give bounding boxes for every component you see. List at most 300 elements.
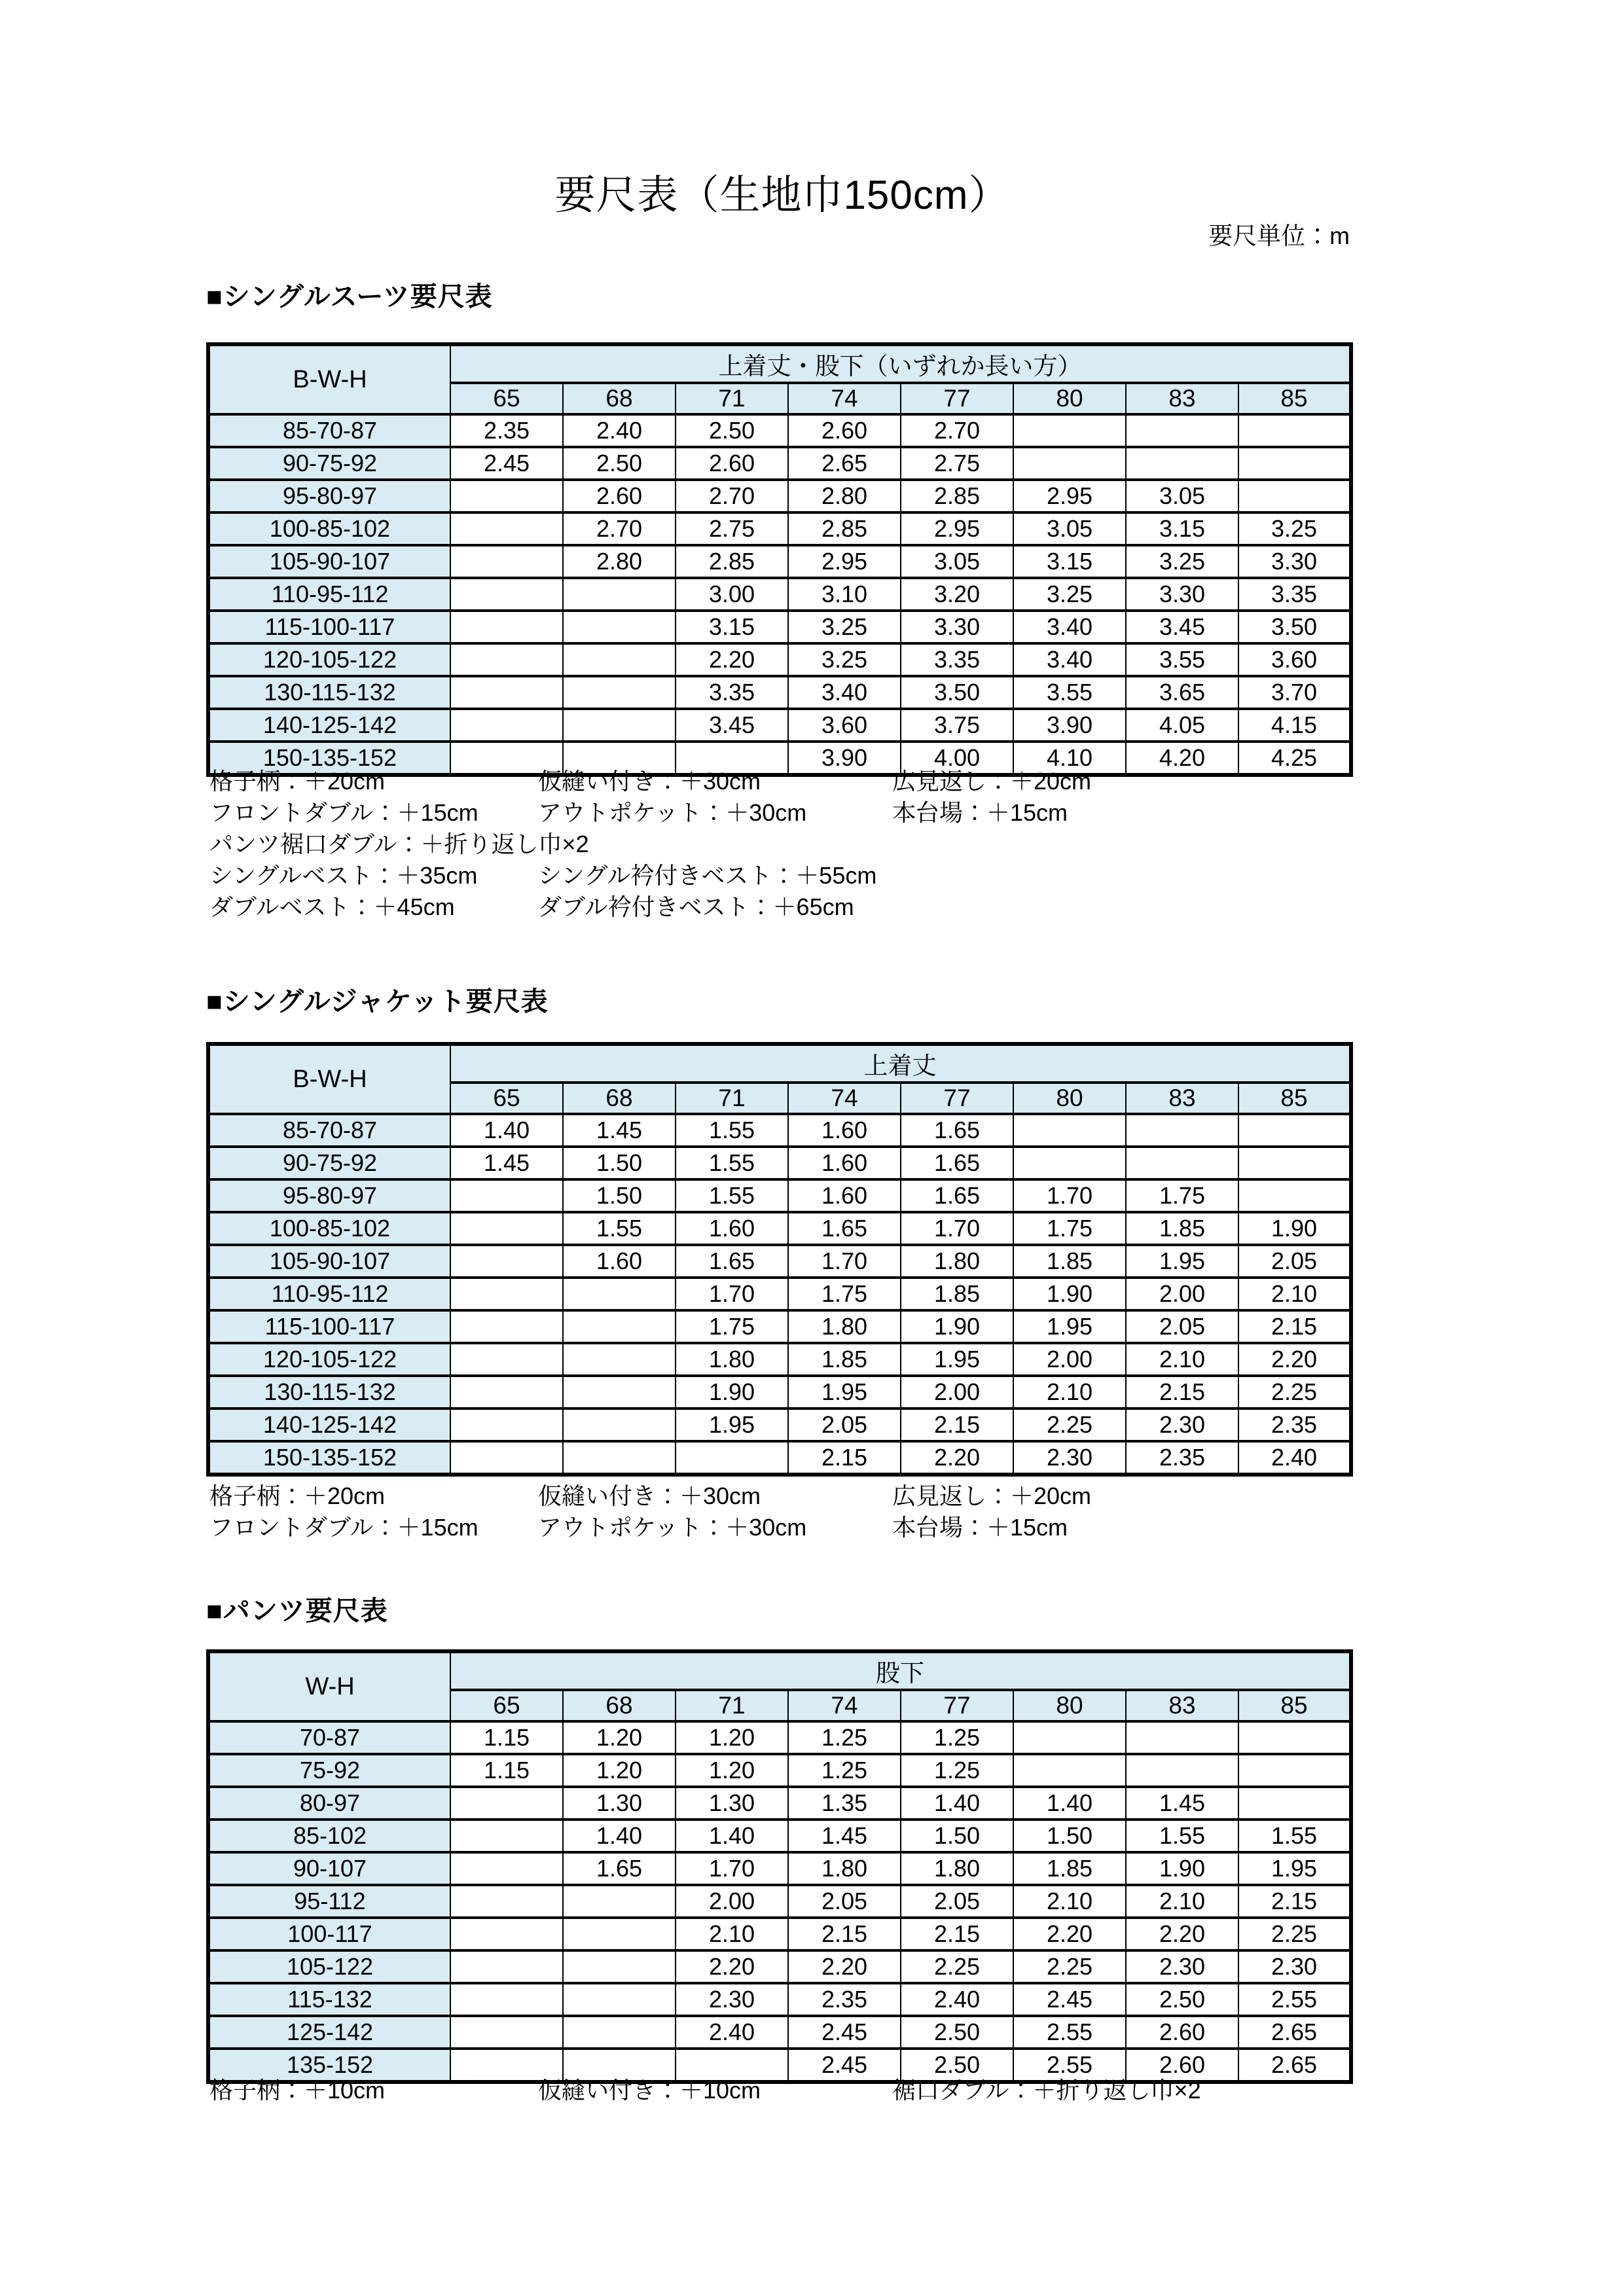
table-cell: 2.10 (1013, 1885, 1126, 1918)
table-cell (450, 1343, 563, 1376)
table-cell (1126, 1114, 1238, 1147)
table-cell: 3.25 (1013, 578, 1126, 611)
table-row-label: 140-125-142 (208, 709, 450, 742)
table-cell: 1.90 (1238, 1212, 1351, 1245)
table-row (208, 709, 1351, 742)
table-cell: 2.80 (788, 480, 901, 512)
table-cell (1238, 1787, 1351, 1820)
table-cell: 2.10 (1126, 1343, 1238, 1376)
table-cell (1126, 1754, 1238, 1787)
table-cell: 1.25 (901, 1721, 1013, 1754)
table-cell (563, 1950, 676, 1983)
table-cell (450, 512, 563, 545)
table-cell (563, 1885, 676, 1918)
table-cell: 2.50 (901, 2016, 1013, 2049)
table-cell: 2.25 (901, 1950, 1013, 1983)
table-row-label: 95-80-97 (208, 1179, 450, 1212)
table-cell: 3.55 (1013, 676, 1126, 709)
table-cell (563, 2016, 676, 2049)
table-cell: 2.65 (788, 447, 901, 480)
table-cell: 2.05 (1126, 1310, 1238, 1343)
table-row-label: 140-125-142 (208, 1408, 450, 1441)
table-col-header: 83 (1126, 1083, 1238, 1114)
section-heading: ■パンツ要尺表 (206, 1596, 388, 1626)
table-cell: 2.15 (1126, 1376, 1238, 1408)
table-row (208, 414, 1351, 447)
table-cell (1013, 1147, 1126, 1179)
table-cell (1126, 1147, 1238, 1179)
table-col-header: 71 (676, 383, 788, 414)
table-cell: 3.15 (676, 611, 788, 643)
table-cell: 1.70 (676, 1278, 788, 1310)
table-cell (563, 578, 676, 611)
table-cell: 3.60 (788, 709, 901, 742)
table-row (208, 1950, 1351, 1983)
fabric-table (206, 1042, 1353, 1477)
table-cell: 1.70 (788, 1245, 901, 1278)
note-text: 広見返し：＋20cm (892, 1482, 1092, 1509)
table-row-label: 135-152 (208, 2049, 450, 2082)
table-cell: 1.55 (1238, 1820, 1351, 1852)
table-cell: 1.60 (788, 1147, 901, 1179)
table-cell: 3.35 (901, 643, 1013, 676)
table-row-label: 85-102 (208, 1820, 450, 1852)
table-col-header: 68 (563, 1083, 676, 1114)
table-cell: 3.45 (676, 709, 788, 742)
table-cell: 1.35 (788, 1787, 901, 1820)
table-row (208, 2016, 1351, 2049)
table-cell: 2.30 (1013, 1441, 1126, 1475)
table-row (208, 1721, 1351, 1754)
table-col-header: 85 (1238, 1690, 1351, 1721)
table-row-label: 90-75-92 (208, 447, 450, 480)
table-row (208, 1983, 1351, 2016)
table-col-header: 65 (450, 383, 563, 414)
table-cell: 2.20 (1013, 1918, 1126, 1950)
table-wrap (206, 1649, 1353, 2084)
note-line (209, 797, 1352, 829)
note-text: パンツ裾口ダブル：＋折り返し巾×2 (209, 831, 589, 857)
table-cell: 2.50 (676, 414, 788, 447)
table-cell: 2.50 (901, 2049, 1013, 2082)
table-cell (450, 1376, 563, 1408)
section-heading: ■シングルスーツ要尺表 (206, 281, 493, 312)
table-body (208, 1114, 1351, 1475)
table-cell: 3.25 (1126, 545, 1238, 578)
table-row (208, 1278, 1351, 1310)
table-cell: 2.60 (563, 480, 676, 512)
table-row-label: 85-70-87 (208, 1114, 450, 1147)
table-row (208, 1820, 1351, 1852)
table-row (208, 1787, 1351, 1820)
table-cell: 1.45 (788, 1820, 901, 1852)
table-cell (450, 1179, 563, 1212)
table-header (208, 344, 1351, 414)
table-cell: 1.70 (901, 1212, 1013, 1245)
table-cell: 2.45 (450, 447, 563, 480)
note-text: フロントダブル：＋15cm (209, 799, 478, 826)
table-cell: 2.35 (1126, 1441, 1238, 1475)
table-cell: 1.65 (901, 1179, 1013, 1212)
table-row-label: 150-135-152 (208, 742, 450, 775)
table-cell (1013, 1754, 1126, 1787)
table-cell: 1.30 (563, 1787, 676, 1820)
table-header (208, 1651, 1351, 1721)
table-row-label: 70-87 (208, 1721, 450, 1754)
table-cell: 2.15 (788, 1918, 901, 1950)
table-cell: 1.20 (676, 1754, 788, 1787)
table-cell: 2.05 (788, 1885, 901, 1918)
table-row-label: 125-142 (208, 2016, 450, 2049)
table-col-header: 77 (901, 1690, 1013, 1721)
table-cell: 3.10 (788, 578, 901, 611)
table-cell (1238, 1754, 1351, 1787)
table-col-header: 65 (450, 1083, 563, 1114)
table-cell: 3.50 (901, 676, 1013, 709)
table-row (208, 1343, 1351, 1376)
note-text: ダブルベスト：＋45cm (209, 893, 455, 920)
table-cell: 2.10 (1126, 1885, 1238, 1918)
table-col-header: 80 (1013, 1083, 1126, 1114)
note-text: 本台場：＋15cm (892, 799, 1068, 826)
table-cell: 2.35 (788, 1983, 901, 2016)
table-cell: 1.55 (676, 1179, 788, 1212)
table-cell: 3.30 (901, 611, 1013, 643)
table-cell: 3.35 (676, 676, 788, 709)
table-cell: 2.40 (1238, 1441, 1351, 1475)
table-cell: 1.60 (788, 1114, 901, 1147)
table-row-label: 90-107 (208, 1852, 450, 1885)
table-cell: 2.60 (676, 447, 788, 480)
table-cell: 1.55 (1126, 1820, 1238, 1852)
table-cell (1238, 414, 1351, 447)
table-cell: 1.85 (901, 1278, 1013, 1310)
table-row-label: 150-135-152 (208, 1441, 450, 1475)
table-cell: 1.65 (788, 1212, 901, 1245)
table-row (208, 512, 1351, 545)
table-cell: 2.40 (563, 414, 676, 447)
table-cell: 1.85 (1013, 1852, 1126, 1885)
table-cell: 1.60 (676, 1212, 788, 1245)
table-row (208, 676, 1351, 709)
table-cell (450, 1212, 563, 1245)
table-cell: 2.20 (1238, 1343, 1351, 1376)
table-cell: 2.20 (676, 1950, 788, 1983)
table-cell: 1.40 (676, 1820, 788, 1852)
table-cell: 1.75 (1126, 1179, 1238, 1212)
notes-block (209, 2075, 1352, 2106)
table-cell: 2.00 (1126, 1278, 1238, 1310)
unit-note: 要尺単位：m (1208, 223, 1350, 249)
table-row (208, 1918, 1351, 1950)
table-row (208, 1212, 1351, 1245)
table-corner-label: W-H (208, 1651, 450, 1721)
table-cell: 2.30 (1126, 1950, 1238, 1983)
table-cell: 2.35 (1238, 1408, 1351, 1441)
table-cell: 1.70 (1013, 1179, 1126, 1212)
table-span-header: 上着丈 (450, 1044, 1351, 1083)
fabric-table (206, 1649, 1353, 2084)
table-cell: 1.65 (563, 1852, 676, 1885)
table-cell: 2.65 (1238, 2049, 1351, 2082)
header-row-span (208, 1651, 1351, 1690)
table-cell: 3.75 (901, 709, 1013, 742)
table-cell: 1.40 (450, 1114, 563, 1147)
table-cell: 2.05 (788, 1408, 901, 1441)
table-cell: 1.90 (1013, 1278, 1126, 1310)
table-cell: 1.70 (676, 1852, 788, 1885)
note-text: アウトポケット：＋30cm (538, 799, 807, 826)
table-cell: 2.55 (1238, 1983, 1351, 2016)
table-cell: 4.25 (1238, 742, 1351, 775)
table-cell: 1.85 (1126, 1212, 1238, 1245)
note-line (209, 766, 1352, 797)
table-cell (450, 1278, 563, 1310)
table-row-label: 80-97 (208, 1787, 450, 1820)
note-text: 裾口ダブル：＋折り返し巾×2 (892, 2077, 1201, 2104)
table-cell (450, 1441, 563, 1475)
table-cell: 3.05 (1126, 480, 1238, 512)
table-col-header: 80 (1013, 383, 1126, 414)
table-cell (1013, 1114, 1126, 1147)
table-cell (450, 676, 563, 709)
table-cell: 1.85 (788, 1343, 901, 1376)
table-row-label: 110-95-112 (208, 1278, 450, 1310)
table-col-header: 68 (563, 1690, 676, 1721)
table-row-label: 100-117 (208, 1918, 450, 1950)
table-cell: 2.10 (676, 1918, 788, 1950)
table-cell: 1.80 (788, 1310, 901, 1343)
table-cell (563, 1376, 676, 1408)
table-cell: 4.00 (901, 742, 1013, 775)
table-cell: 1.60 (788, 1179, 901, 1212)
table-cell: 1.50 (1013, 1820, 1126, 1852)
table-cell: 1.20 (676, 1721, 788, 1754)
table-cell (1238, 447, 1351, 480)
table-col-header: 65 (450, 1690, 563, 1721)
table-cell: 3.90 (788, 742, 901, 775)
table-cell (1126, 1721, 1238, 1754)
table-cell: 2.75 (901, 447, 1013, 480)
table-row-label: 90-75-92 (208, 1147, 450, 1179)
table-cell: 1.30 (676, 1787, 788, 1820)
table-col-header: 74 (788, 1690, 901, 1721)
table-cell (1238, 1179, 1351, 1212)
table-cell: 3.15 (1126, 512, 1238, 545)
note-text: ダブル衿付きベスト：＋65cm (538, 893, 854, 920)
table-cell: 1.25 (901, 1754, 1013, 1787)
table-cell: 2.35 (450, 414, 563, 447)
table-row-label: 105-90-107 (208, 545, 450, 578)
table-cell: 2.50 (563, 447, 676, 480)
table-cell: 2.20 (676, 643, 788, 676)
table-cell (450, 1787, 563, 1820)
table-cell: 1.80 (788, 1852, 901, 1885)
note-text: 格子柄：＋20cm (209, 768, 386, 795)
table-cell: 2.85 (676, 545, 788, 578)
table-row (208, 1310, 1351, 1343)
table-cell: 2.50 (1126, 1983, 1238, 2016)
table-row (208, 643, 1351, 676)
table-row (208, 1408, 1351, 1441)
table-cell: 2.15 (788, 1441, 901, 1475)
table-cell: 2.70 (901, 414, 1013, 447)
table-wrap (206, 342, 1353, 777)
table-cell: 3.55 (1126, 643, 1238, 676)
table-cell (1013, 1721, 1126, 1754)
table-row (208, 1852, 1351, 1885)
table-cell (450, 1885, 563, 1918)
note-text: アウトポケット：＋30cm (538, 1514, 807, 1541)
table-cell (450, 611, 563, 643)
table-cell: 2.55 (1013, 2049, 1126, 2082)
table-col-header: 74 (788, 383, 901, 414)
table-cell: 2.20 (1126, 1918, 1238, 1950)
table-cell: 1.65 (901, 1147, 1013, 1179)
table-cell: 2.95 (1013, 480, 1126, 512)
table-cell (563, 1310, 676, 1343)
table-cell: 2.30 (676, 1983, 788, 2016)
table-cell (563, 1983, 676, 2016)
table-cell (563, 676, 676, 709)
table-cell: 2.00 (1013, 1343, 1126, 1376)
table-corner-label: B-W-H (208, 344, 450, 414)
table-col-header: 71 (676, 1083, 788, 1114)
table-cell: 2.95 (788, 545, 901, 578)
table-cell: 4.05 (1126, 709, 1238, 742)
table-row-label: 100-85-102 (208, 512, 450, 545)
table-row-label: 120-105-122 (208, 643, 450, 676)
note-text: 本台場：＋15cm (892, 1514, 1068, 1541)
note-text: 広見返し：＋20cm (892, 768, 1092, 795)
table-cell: 3.15 (1013, 545, 1126, 578)
table-cell: 2.15 (1238, 1310, 1351, 1343)
table-cell: 1.55 (676, 1114, 788, 1147)
table-cell: 1.45 (450, 1147, 563, 1179)
table-row-label: 105-90-107 (208, 1245, 450, 1278)
table-cell: 4.10 (1013, 742, 1126, 775)
table-cell (1238, 1114, 1351, 1147)
table-col-header: 83 (1126, 1690, 1238, 1721)
table-cell: 1.90 (1126, 1852, 1238, 1885)
table-cell: 3.30 (1126, 578, 1238, 611)
table-cell: 2.15 (901, 1408, 1013, 1441)
table-cell (450, 1950, 563, 1983)
table-cell: 3.25 (1238, 512, 1351, 545)
table-cell (450, 1408, 563, 1441)
header-row-span (208, 344, 1351, 383)
table-cell: 1.40 (901, 1787, 1013, 1820)
note-line (209, 829, 1352, 860)
table-cell (1126, 414, 1238, 447)
table-cell: 2.10 (1013, 1376, 1126, 1408)
table-cell: 2.40 (901, 1983, 1013, 2016)
table-cell: 2.25 (1238, 1376, 1351, 1408)
table-cell: 4.20 (1126, 742, 1238, 775)
table-cell: 3.40 (1013, 611, 1126, 643)
table-cell: 1.95 (1238, 1852, 1351, 1885)
table-cell: 2.10 (1238, 1278, 1351, 1310)
table-corner-label: B-W-H (208, 1044, 450, 1114)
table-cell (450, 2016, 563, 2049)
table-cell (1238, 1721, 1351, 1754)
table-cell (563, 1278, 676, 1310)
table-span-header: 股下 (450, 1651, 1351, 1690)
table-cell (450, 1245, 563, 1278)
table-cell (563, 1441, 676, 1475)
table-row-label: 130-115-132 (208, 1376, 450, 1408)
table-cell: 2.30 (1238, 1950, 1351, 1983)
table-row (208, 480, 1351, 512)
table-body (208, 1721, 1351, 2082)
table-cell: 1.40 (563, 1820, 676, 1852)
table-cell: 1.75 (1013, 1212, 1126, 1245)
table-cell: 1.90 (901, 1310, 1013, 1343)
table-cell: 3.90 (1013, 709, 1126, 742)
table-cell: 2.80 (563, 545, 676, 578)
table-row-label: 85-70-87 (208, 414, 450, 447)
table-cell: 2.65 (1238, 2016, 1351, 2049)
table-row-label: 95-80-97 (208, 480, 450, 512)
table-cell (450, 1820, 563, 1852)
table-cell (450, 578, 563, 611)
table-cell (450, 643, 563, 676)
table-cell: 4.15 (1238, 709, 1351, 742)
table-header (208, 1044, 1351, 1114)
table-cell: 3.60 (1238, 643, 1351, 676)
table-cell: 2.70 (563, 512, 676, 545)
table-row-label: 105-122 (208, 1950, 450, 1983)
table-cell: 3.00 (676, 578, 788, 611)
table-row-label: 115-100-117 (208, 611, 450, 643)
note-text: シングルベスト：＋35cm (209, 862, 478, 889)
table-cell: 3.20 (901, 578, 1013, 611)
table-cell: 1.25 (788, 1754, 901, 1787)
table-cell: 2.60 (1126, 2049, 1238, 2082)
table-cell: 3.05 (1013, 512, 1126, 545)
table-cell (563, 611, 676, 643)
table-body (208, 414, 1351, 775)
table-cell: 1.20 (563, 1754, 676, 1787)
table-row (208, 611, 1351, 643)
table-cell: 3.65 (1126, 676, 1238, 709)
table-row (208, 1245, 1351, 1278)
table-row (208, 1441, 1351, 1475)
table-cell: 1.95 (901, 1343, 1013, 1376)
table-cell: 2.85 (901, 480, 1013, 512)
table-cell: 3.25 (788, 643, 901, 676)
header-row-span (208, 1044, 1351, 1083)
table-cell: 1.65 (901, 1114, 1013, 1147)
table-row (208, 447, 1351, 480)
table-cell: 1.95 (676, 1408, 788, 1441)
table-cell: 2.95 (901, 512, 1013, 545)
table-cell: 2.70 (676, 480, 788, 512)
note-text: 仮縫い付き：＋10cm (538, 2077, 761, 2104)
table-cell: 2.75 (676, 512, 788, 545)
table-cell: 1.80 (676, 1343, 788, 1376)
table-row (208, 1179, 1351, 1212)
note-text: 格子柄：＋20cm (209, 1482, 386, 1509)
table-col-header: 77 (901, 1083, 1013, 1114)
table-cell (563, 1918, 676, 1950)
table-cell (563, 643, 676, 676)
table-cell: 1.90 (676, 1376, 788, 1408)
table-cell: 2.00 (901, 1376, 1013, 1408)
table-row (208, 578, 1351, 611)
table-row (208, 545, 1351, 578)
table-cell: 2.85 (788, 512, 901, 545)
